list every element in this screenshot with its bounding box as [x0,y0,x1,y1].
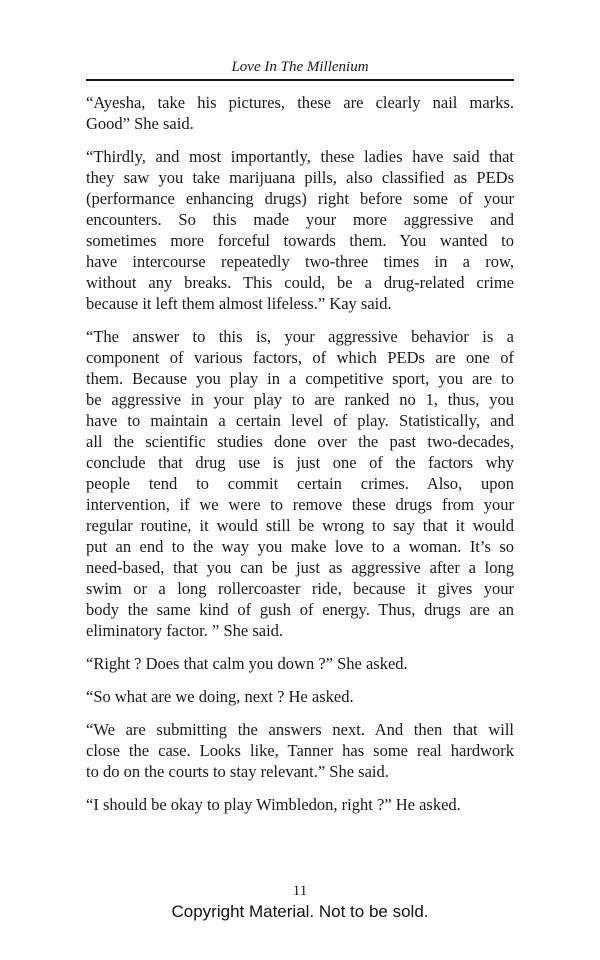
text-line: conclude that drug use is just one of the factors why [86,453,514,472]
text-line: because it left them almost lifeless.” Kay said. [86,294,392,313]
text-line: (performance enhancing drugs) right before some of your [86,189,514,208]
text-line: all the scientific studies done over the past two-decades, [86,432,514,451]
text-line: intervention, if we were to remove these drugs from your [86,495,514,514]
text-line: body the same kind of gush of energy. Thus, drugs are an [86,600,514,619]
text-line: be aggressive in your play to are ranked no 1, thus, you [86,390,514,409]
paragraph [86,686,514,707]
text-line: Good” She said. [86,114,194,133]
copyright-notice: Copyright Material. Not to be sold. [171,902,429,921]
text-line: sometimes more forceful towards them. You wanted to [86,231,514,250]
text-line: “I should be okay to play Wimbledon, right ?” He asked. [86,795,461,814]
text-line: “We are submitting the answers next. And then that will [86,720,514,739]
text-line: people tend to commit certain crimes. Also, upon [86,474,514,493]
book-title-running-head: Love In The Millenium [231,59,369,75]
body-text [86,92,514,815]
page-number: 11 [292,883,308,899]
text-line: have intercourse repeatedly two-three times in a row, [86,252,514,271]
paragraph [86,326,514,641]
header-rule [86,79,514,81]
paragraph [86,794,514,815]
text-line: eliminatory factor. ” She said. [86,621,284,640]
text-line: close the case. Looks like, Tanner has some real hardwork [86,741,514,760]
text-line: they saw you take marijuana pills, also classified as PEDs [86,168,514,187]
running-header [86,58,514,81]
text-line: “So what are we doing, next ? He asked. [86,687,354,706]
paragraph [86,92,514,134]
text-line: to do on the courts to stay relevant.” She said. [86,762,389,781]
page-content [86,0,514,827]
text-line: component of various factors, of which PEDs are one of [86,348,514,367]
text-line: them. Because you play in a competitive sport, you are to [86,369,514,388]
text-line: put an end to the way you make love to a woman. It’s so [86,537,514,556]
paragraph [86,146,514,314]
text-line: without any breaks. This could, be a drug-related crime [86,273,514,292]
paragraph [86,719,514,782]
text-line: have to maintain a certain level of play. Statistically, and [86,411,514,430]
text-line: “Thirdly, and most importantly, these ladies have said that [86,147,514,166]
text-line: need-based, that you can be just as aggressive after a long [86,558,514,577]
paragraph [86,653,514,674]
text-line: “Right ? Does that calm you down ?” She asked. [86,654,408,673]
page-footer [0,881,600,923]
text-line: “Ayesha, take his pictures, these are clearly nail marks. [86,93,514,112]
text-line: regular routine, it would still be wrong to say that it would [86,516,514,535]
text-line: “The answer to this is, your aggressive behavior is a [86,327,514,346]
text-line: swim or a long rollercoaster ride, because it gives your [86,579,514,598]
text-line: encounters. So this made your more aggressive and [86,210,514,229]
